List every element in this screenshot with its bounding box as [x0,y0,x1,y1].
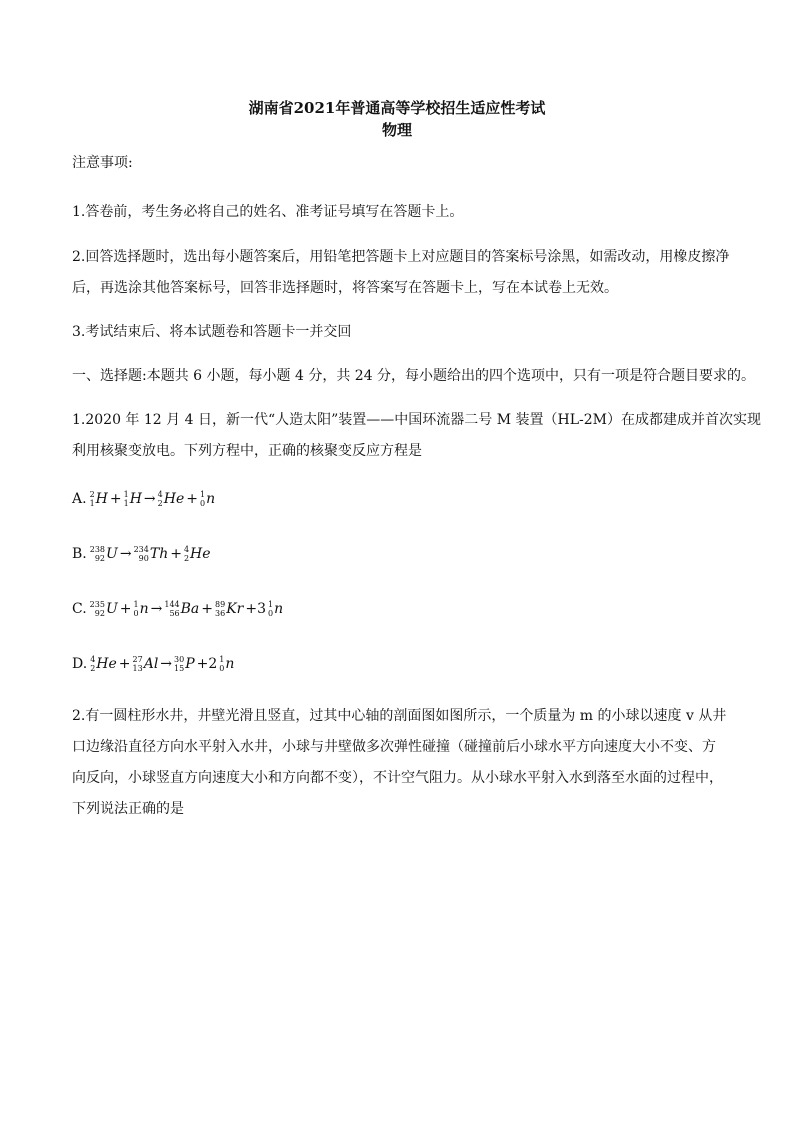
notice-item-1: 1.答卷前，考生务必将自己的姓名、准考证号填写在答题卡上。 [72,204,464,220]
q1-option-a [72,489,216,509]
mass-number: 234 [133,545,149,554]
element-symbol: n [139,601,149,617]
atomic-number: 13 [132,664,143,673]
nuclide [158,489,185,509]
exam-title: 湖南省2021年普通高等学校招生适应性考试 [248,99,546,117]
q1-option-b [72,544,212,564]
mass-number: 238 [89,545,106,554]
equation-operator: → [143,491,156,507]
atomic-number: 92 [94,554,106,563]
nuclear-equation [89,546,212,562]
equation-operator: +3 [245,601,266,617]
nuclide [90,654,117,674]
q1-option-c [72,599,284,619]
atomic-number: 0 [199,499,206,508]
nuclide [268,599,283,619]
option-label: D. [72,656,88,672]
subject-title: 物理 [381,121,412,139]
nuclear-equation [89,491,217,507]
equation-operator: + [119,601,132,617]
element-symbol: n [274,601,284,617]
mass-number: 2 [89,490,95,499]
q2-stem-line-2: 口边缘沿直径方向水平射入水井，小球与井壁做多次弹性碰撞（碰撞前后小球水平方向速度大小不变、方 [72,739,716,755]
q2-stem-line-1: 2.有一圆柱形水井，井壁光滑且竖直，过其中心轴的剖面图如图所示，一个质量为 m 的小球以速度 v 从井 [72,708,727,724]
atomic-number: 2 [183,554,190,563]
nuclide [219,654,234,674]
atomic-number: 0 [219,664,225,673]
mass-number: 27 [132,655,143,664]
notice-heading: 注意事项: [72,155,133,171]
equation-operator: → [150,601,163,617]
nuclide [164,599,199,619]
mass-number: 89 [215,600,226,609]
atomic-number: 2 [90,664,96,673]
element-symbol: Al [143,656,159,672]
atomic-number: 2 [157,499,163,508]
mass-number: 4 [157,490,163,499]
element-symbol: He [190,546,211,562]
notice-item-2-cont: 后，再选涂其他答案标号，回答非选择题时，将答案写在答题卡上，写在本试卷上无效。 [72,280,618,296]
element-symbol: H [95,491,108,507]
equation-operator: → [119,546,132,562]
element-symbol: H [129,491,142,507]
nuclide [184,544,211,564]
mass-number: 1 [123,490,129,499]
notice-item-3: 3.考试结束后、将本试题卷和答题卡一并交回 [72,324,352,340]
mass-number: 1 [199,490,206,499]
element-symbol: U [105,601,118,617]
q1-stem-line-2: 利用核聚变放电。下列方程中，正确的核聚变反应方程是 [72,443,422,459]
nuclide [133,654,159,674]
element-symbol: He [96,656,117,672]
element-symbol: Kr [226,601,244,617]
atomic-number: 0 [133,609,139,618]
equation-operator: + [118,656,131,672]
equation-operator: → [160,656,173,672]
notice-item-2: 2.回答选择题时，选出每小题答案后，用铅笔把答题卡上对应题目的答案标号涂黑，如需改动，用橡皮擦净 [72,249,730,265]
nuclear-equation [89,601,284,617]
atomic-number: 36 [215,609,226,618]
nuclide [90,489,108,509]
option-label: A. [72,491,87,507]
element-symbol: He [163,491,185,507]
atomic-number: 1 [123,499,129,508]
element-symbol: Ba [180,601,200,617]
mass-number: 4 [183,545,190,554]
equation-operator: +2 [196,656,218,672]
mass-number: 1 [219,655,225,664]
nuclide [134,544,169,564]
section-heading: 一、选择题:本题共 6 小题，每小题 4 分，共 24 分，每小题给出的四个选项中，只有一项是符合题目要求的。 [72,368,756,384]
element-symbol: U [106,546,118,562]
option-label: C. [72,601,87,617]
nuclide [90,599,118,619]
nuclide [134,599,149,619]
q2-stem-line-4: 下列说法正确的是 [72,801,184,817]
nuclide [90,544,118,564]
equation-operator: + [170,546,182,562]
nuclide [124,489,142,509]
equation-operator: + [201,601,214,617]
nuclear-equation [89,656,235,672]
q1-option-d [72,654,235,674]
element-symbol: n [225,656,235,672]
equation-operator: + [109,491,122,507]
element-symbol: n [206,491,216,507]
atomic-number: 92 [94,609,105,618]
mass-number: 30 [174,655,185,664]
mass-number: 144 [164,600,180,609]
nuclide [200,489,215,509]
atomic-number: 15 [174,664,185,673]
atomic-number: 90 [138,554,149,563]
equation-operator: + [186,491,198,507]
mass-number: 1 [268,600,274,609]
q2-stem-line-3: 向反向，小球竖直方向速度大小和方向都不变），不计空气阻力。从小球水平射入水到落至水面的过程中， [72,770,723,786]
nuclide [174,654,195,674]
mass-number: 4 [90,655,96,664]
nuclide [215,599,243,619]
option-label: B. [72,546,87,562]
mass-number: 235 [89,600,105,609]
atomic-number: 0 [268,609,274,618]
atomic-number: 56 [169,609,180,618]
mass-number: 1 [133,600,139,609]
q1-stem-line-1: 1.2020 年 12 月 4 日，新一代“人造太阳”装置——中国环流器二号 M 装置（HL-2M）在成都建成并首次实现 [72,412,761,428]
element-symbol: Th [149,546,169,562]
element-symbol: P [185,656,195,672]
atomic-number: 1 [89,499,95,508]
